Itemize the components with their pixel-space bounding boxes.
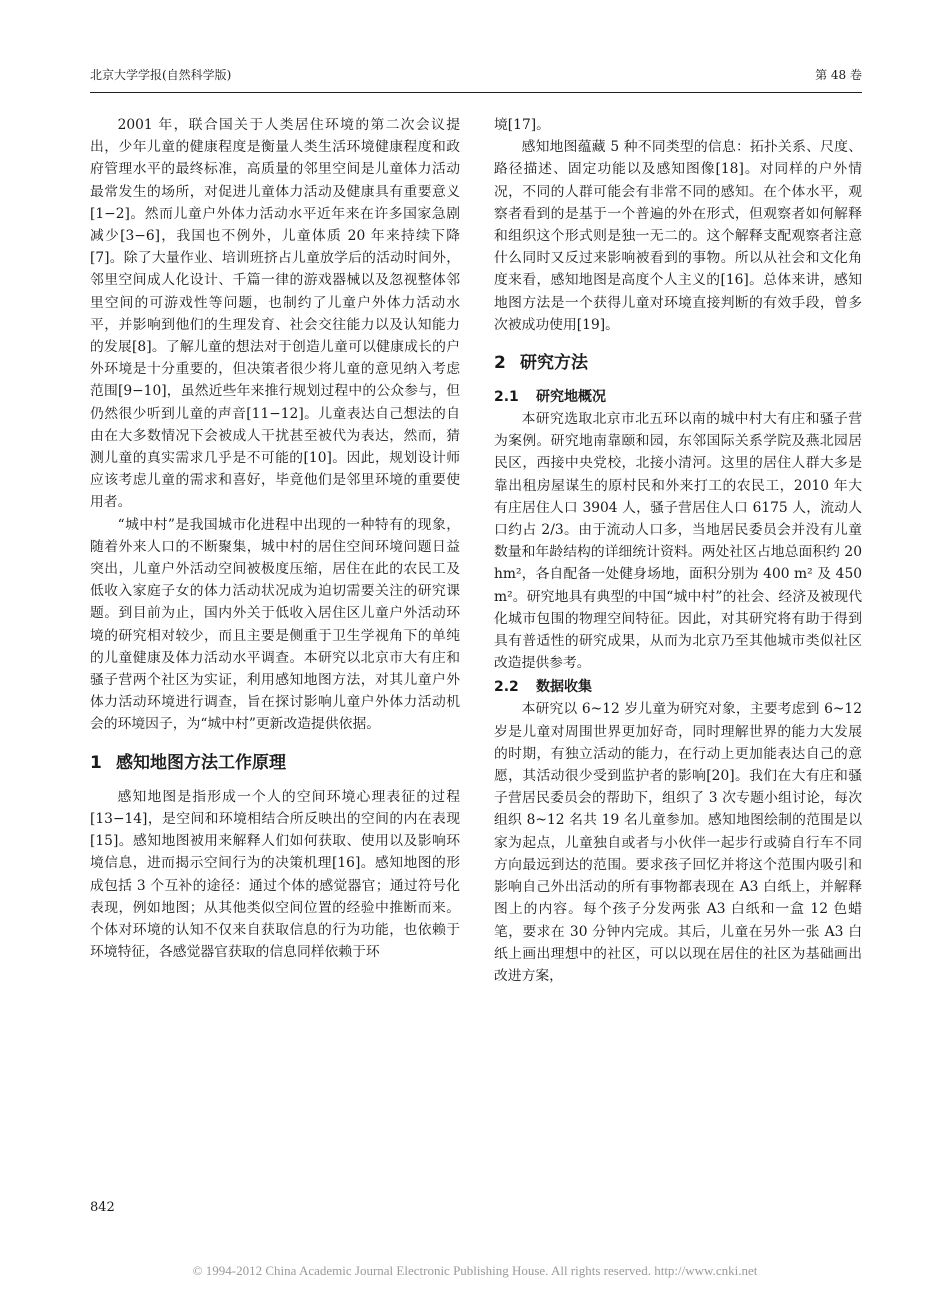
section-1-paragraph-2: 感知地图蕴藏 5 种不同类型的信息：拓扑关系、尺度、路径描述、固定功能以及感知图像[18]。对同样的户外情况，不同的人群可能会有非常不同的感知。在个体水平，观察者看到的是基于一个普遍的外在形式，但观察者如何解释和组织这个形式则是独一无二的。这个解释支配观察者注意什么同时又反过来影响被看到的事物。所以从社会和文化角度来看，感知地图是高度个人主义的[16]。总体来讲，感知地图方法是一个获得儿童对环境直接判断的有效手段，曾多次被成功使用[19]。 <box>494 139 862 333</box>
section-2-1-heading <box>494 386 862 408</box>
journal-title: 北京大学学报(自然科学版) <box>90 68 232 82</box>
header-rule <box>90 92 862 93</box>
intro-paragraph-1: 2001 年，联合国关于人类居住环境的第二次会议提出，少年儿童的健康程度是衡量人类生活环境健康程度和政府管理水平的最终标准，高质量的邻里空间是儿童体力活动最常发生的场所，对促进儿童体力活动及健康具有重要意义[1−2]。然而儿童户外体力活动水平近年来在许多国家急剧减少[3−6]，我国也不例外，儿童体质 20 年来持续下降[7]。除了大量作业、培训班挤占儿童放学后的活动时间外，邻里空间成人化设计、千篇一律的游戏器械以及忽视整体邻里空间的可游戏性等问题，也制约了儿童户外体力活动水平，并影响到他们的生理发育、社会交往能力以及认知能力的发展[8]。了解儿童的想法对于创造儿童可以健康成长的户外环境是十分重要的，但决策者很少将儿童的意见纳入考虑范围[9−10]，虽然近些年来推行规划过程中的公众参与，但仍然很少听到儿童的声音[11−12]。儿童表达自己想法的自由在大多数情况下会被成人干扰甚至被代为表达，然而，猜测儿童的真实需求几乎是不可能的[10]。因此，规划设计师应该考虑儿童的需求和喜好，毕竟他们是邻里环境的重要使用者。 <box>90 117 460 511</box>
section-1-heading <box>90 750 460 776</box>
running-header <box>90 66 862 88</box>
continued-text: 境[17]。 <box>494 117 550 133</box>
section-2-2-paragraph: 本研究以 6~12 岁儿童为研究对象，主要考虑到 6~12 岁是儿童对周围世界更加好奇，同时理解世界的能力大发展的时期，有独立活动的能力，在行动上更加能表达自己的意愿，其活动很少受到监护者的影响[20]。我们在大有庄和骚子营居民委员会的帮助下，组织了 3 次专题小组讨论，每次组织 8~12 名共 19 名儿童参加。感知地图绘制的范围是以家为起点，儿童独自或者与小伙伴一起步行或骑自行车不同方向最远到达的范围。要求孩子回忆并将这个范围内吸引和影响自己外出活动的所有事物都表现在 A3 白纸上，并解释图上的内容。每个孩子分发两张 A3 白纸和一盒 12 色蜡笔，要求在 30 分钟内完成。其后，儿童在另外一张 A3 白纸上画出理想中的社区，可以以现在居住的社区为基础画出改进方案， <box>494 701 862 984</box>
section-2-2-number: 2.2 <box>494 679 519 696</box>
section-2-2-heading <box>494 676 862 698</box>
volume-label: 第 48 卷 <box>815 68 862 82</box>
section-2-1-number: 2.1 <box>494 389 519 406</box>
section-2-heading <box>494 350 862 376</box>
section-2-title: 研究方法 <box>520 353 588 374</box>
section-1-number: 1 <box>90 752 102 773</box>
section-1-title: 感知地图方法工作原理 <box>116 752 286 773</box>
right-column <box>494 114 862 987</box>
copyright-footer: © 1994-2012 China Academic Journal Electronic Publishing House. All rights reserved. http://www.cnki.net <box>192 1263 758 1278</box>
section-2-number: 2 <box>494 353 506 374</box>
section-1-paragraph: 感知地图是指形成一个人的空间环境心理表征的过程[13−14]，是空间和环境相结合所反映出的空间的内在表现[15]。感知地图被用来解释人们如何获取、使用以及影响环境信息，进而揭示空间行为的决策机理[16]。感知地图的形成包括 3 个互补的途径：通过个体的感觉器官；通过符号化表现，例如地图；从其他类似空间位置的经验中推断而来。个体对环境的认知不仅来自获取信息的行为功能，也依赖于环境特征，各感觉器官获取的信息同样依赖于环 <box>90 788 460 961</box>
left-column <box>90 114 460 963</box>
section-2-1-title: 研究地概况 <box>536 389 606 406</box>
intro-paragraph-2: “城中村”是我国城市化进程中出现的一种特有的现象，随着外来人口的不断聚集，城中村的居住空间环境问题日益突出，儿童户外活动空间被极度压缩，居住在此的农民工及低收入家庭子女的体力活动状况成为迫切需要关注的研究课题。到目前为止，国内外关于低收入居住区儿童户外活动环境的研究相对较少，而且主要是侧重于卫生学视角下的单纯的儿童健康及体力活动水平调查。本研究以北京市大有庄和骚子营两个社区为实证，利用感知地图方法，对其儿童户外体力活动环境进行调查，旨在探讨影响儿童户外体力活动机会的环境因子，为“城中村”更新改造提供依据。 <box>90 516 460 733</box>
page-number: 842 <box>90 1200 115 1215</box>
section-2-1-paragraph: 本研究选取北京市北五环以南的城中村大有庄和骚子营为案例。研究地南靠颐和园，东邻国际关系学院及燕北园居民区，西接中央党校，北接小清河。这里的居住人群大多是靠出租房屋谋生的原村民和外来打工的农民工，2010 年大有庄居住人口 3904 人，骚子营居住人口 6175 人，流动人口约占 2/3。由于流动人口多，当地居民委员会并没有儿童数量和年龄结构的详细统计资料。两处社区占地总面积约 20 hm²，各自配备一处健身场地，面积分别为 400 m² 及 450 m²。研究地具有典型的中国“城中村”的社会、经济及被现代化城市包围的物理空间特征。因此，对其研究将有助于得到具有普适性的研究成果，从而为北京乃至其他城市类似社区改造提供参考。 <box>494 411 862 672</box>
section-2-2-title: 数据收集 <box>536 679 592 696</box>
